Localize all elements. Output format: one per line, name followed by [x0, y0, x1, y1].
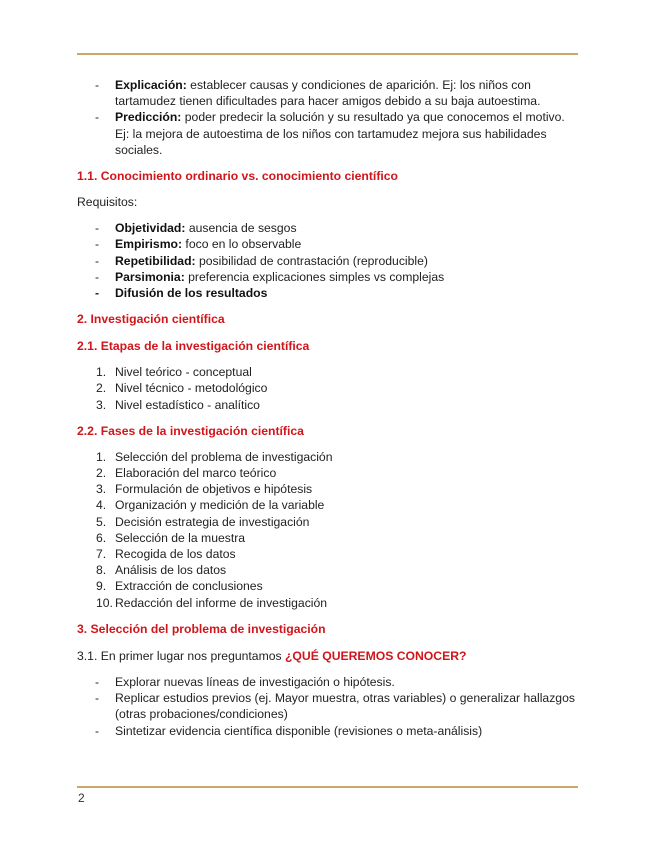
fases-list — [77, 449, 577, 611]
list-item: - Objetividad: ausencia de sesgos — [77, 220, 577, 236]
section-heading-2: 2. Investigación científica — [77, 312, 225, 327]
list-item: 7. Recogida de los datos — [96, 547, 236, 562]
list-item: 5. Decisión estrategia de investigación — [96, 514, 310, 529]
list-item: 4. Organización y medición de la variable — [96, 498, 325, 513]
list-item: - Parsimonia: preferencia explicaciones simples vs complejas — [77, 269, 577, 285]
list-item: 1. Selección del problema de investigación — [96, 449, 333, 464]
list-item: - Explorar nuevas líneas de investigación o hipótesis. — [77, 674, 577, 690]
intro-list — [77, 77, 577, 158]
section-heading-3: 3. Selección del problema de investigación — [77, 621, 326, 636]
requisitos-label: Requisitos: — [77, 195, 138, 210]
list-item: 8. Análisis de los datos — [96, 563, 227, 578]
list-item: - Predicción: poder predecir la solución y su resultado ya que conocemos el motivo. Ej: la mejora de autoestima de los niños con tartamudez mejora sus habilidades sociales. — [77, 109, 577, 158]
section-heading-2-2: 2.2. Fases de la investigación científica — [77, 423, 304, 438]
requisitos-list — [77, 220, 577, 301]
list-item: 9. Extracción de conclusiones — [96, 579, 263, 594]
list-item: - Replicar estudios previos (ej. Mayor muestra, otras variables) o generalizar hallazgos (otras probaciones/condiciones) — [77, 690, 577, 722]
list-item: - Explicación: establecer causas y condiciones de aparición. Ej: los niños con tartamudez tienen dificultades para hacer amigos debido a su baja autoestima. — [77, 77, 577, 109]
list-item: 2. Nivel técnico - metodológico — [96, 381, 268, 396]
list-item: 6. Selección de la muestra — [96, 530, 246, 545]
section-heading-2-1: 2.1. Etapas de la investigación científica — [77, 339, 310, 354]
list-item: - Repetibilidad: posibilidad de contrastación (reproducible) — [77, 253, 577, 269]
page-content — [77, 77, 577, 739]
list-item: - Difusión de los resultados — [77, 285, 577, 301]
list-item: 3. Nivel estadístico - analítico — [96, 397, 260, 412]
list-item: 2. Elaboración del marco teórico — [96, 466, 277, 481]
list-item: - Sintetizar evidencia científica disponible (revisiones o meta-análisis) — [77, 723, 577, 739]
footer-rule — [77, 786, 578, 788]
list-item: 10. Redacción del informe de investigación — [96, 595, 328, 610]
etapas-list — [77, 364, 577, 413]
page-number: 2 — [78, 791, 85, 805]
section-heading-1-1: 1.1. Conocimiento ordinario vs. conocimiento científico — [77, 169, 398, 184]
list-item: - Empirismo: foco en lo observable — [77, 236, 577, 252]
section-3-1-question: 3.1. En primer lugar nos preguntamos ¿QUÉ QUEREMOS CONOCER? — [77, 648, 467, 663]
objetivos-list — [77, 674, 577, 739]
header-rule — [77, 53, 578, 55]
list-item: 1. Nivel teórico - conceptual — [96, 365, 252, 380]
list-item: 3. Formulación de objetivos e hipótesis — [96, 482, 313, 497]
